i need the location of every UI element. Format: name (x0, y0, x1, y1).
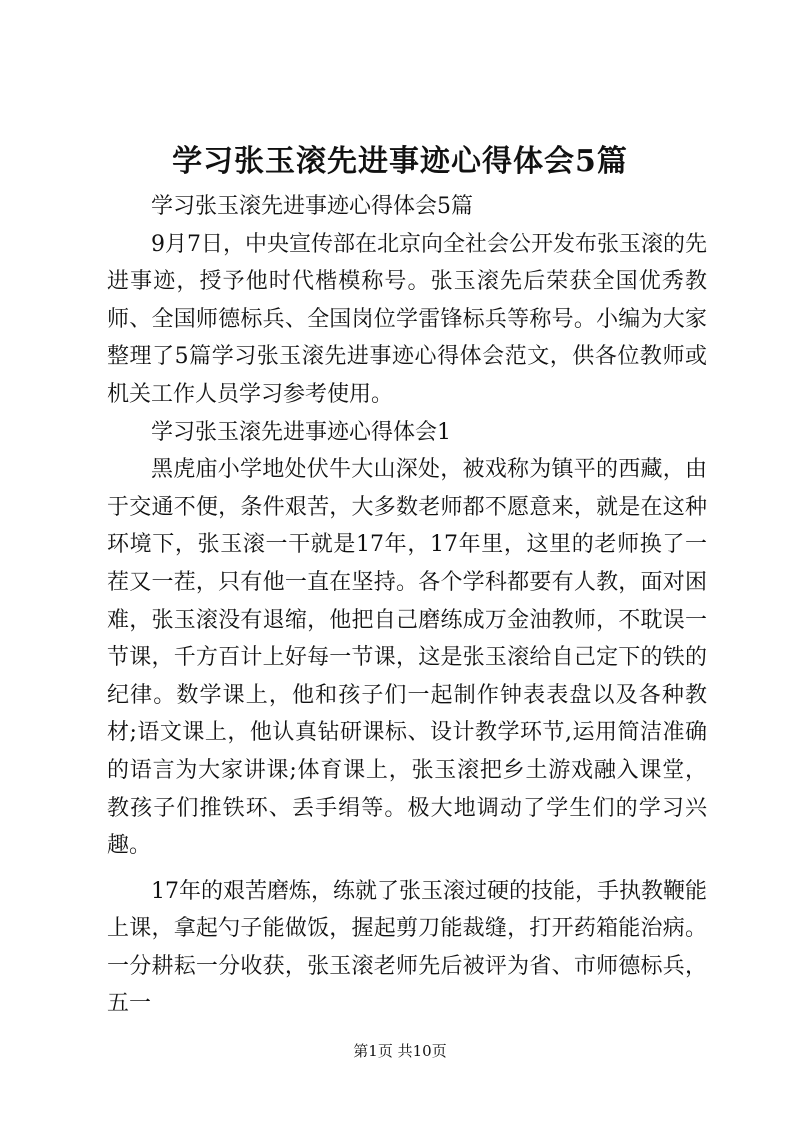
document-title: 学习张玉滚先进事迹心得体会5篇 (172, 144, 628, 179)
paragraph-intro: 9月7日，中央宣传部在北京向全社会公开发布张玉滚的先进事迹，授予他时代楷模称号。张玉滚先后荣获全国优秀教师、全国师德标兵、全国岗位学雷锋标兵等称号。小编为大家整理了5篇学习张玉滚先进事迹心得体会范文，供各位教师或机关工作人员学习参考使用。 (107, 231, 707, 407)
paragraph-body-1: 黑虎庙小学地处伏牛大山深处，被戏称为镇平的西藏，由于交通不便，条件艰苦，大多数老师都不愿意来，就是在这种环境下，张玉滚一干就是17年，17年里，这里的老师换了一茬又一茬，只有他一直在坚持。各个学科都要有人教，面对困难，张玉滚没有退缩，他把自己磨练成万金油教师，不耽误一节课，千方百计上好每一节课，这是张玉滚给自己定下的铁的纪律。数学课上，他和孩子们一起制作钟表表盘以及各种教材;语文课上，他认真钻研课标、设计教学环节,运用简洁准确的语言为大家讲课;体育课上，张玉滚把乡土游戏融入课堂，教孩子们推铁环、丢手绢等。极大地调动了学生们的学习兴趣。 (107, 457, 707, 859)
document-body (107, 188, 707, 1023)
page-indicator: 第1页 共10页 (353, 1042, 447, 1060)
paragraph-section-heading: 学习张玉滚先进事迹心得体会1 (151, 419, 451, 445)
paragraph-body-2: 17年的艰苦磨炼，练就了张玉滚过硬的技能，手执教鞭能上课，拿起勺子能做饭，握起剪刀能裁缝，打开药箱能治病。一分耕耘一分收获，张玉滚老师先后被评为省、市师德标兵，五一 (107, 878, 707, 1017)
paragraph-subtitle: 学习张玉滚先进事迹心得体会5篇 (151, 194, 473, 219)
